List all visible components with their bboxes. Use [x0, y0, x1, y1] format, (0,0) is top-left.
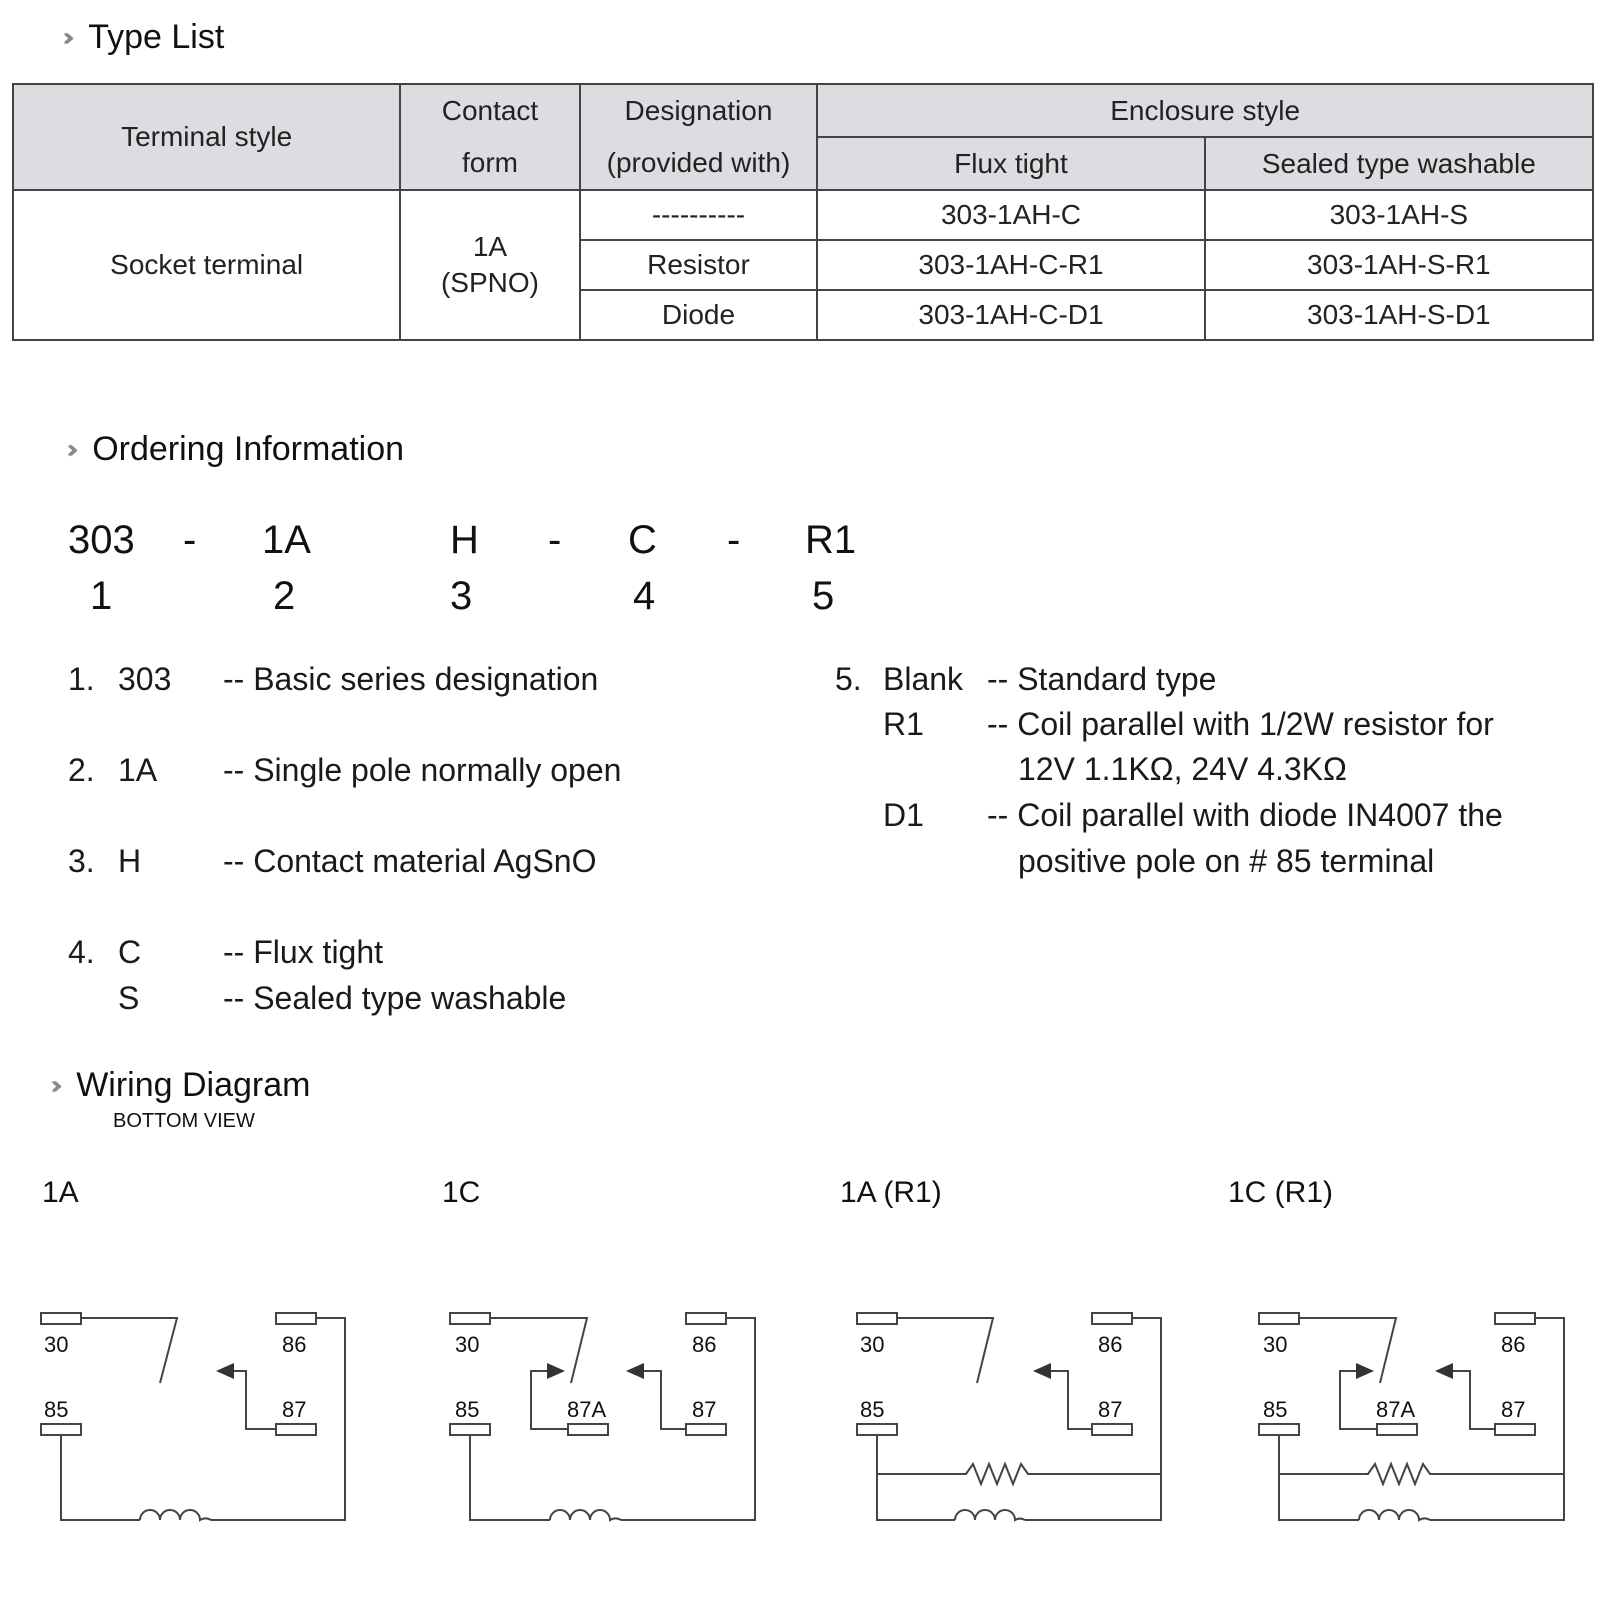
terminal-label: 30	[44, 1332, 69, 1357]
terminal-86	[276, 1313, 316, 1324]
terminal-label: 87A	[1376, 1397, 1416, 1422]
diagram-label: 1A (R1)	[840, 1176, 942, 1209]
wire-86	[621, 1318, 755, 1520]
terminal-label: 87	[1501, 1397, 1526, 1422]
wire-87	[1035, 1371, 1092, 1429]
code-number: 3	[450, 574, 473, 618]
header-flux-tight: Flux tight	[817, 137, 1204, 190]
terminal-87a	[1377, 1424, 1417, 1435]
terminal-87	[686, 1424, 726, 1435]
ordering-item-5: 5. Blank -- Standard type R1 -- Coil parallel with 1/2W resistor for 12V 1.1KΩ, 24V 4.3KΩ D1 -- Coil parallel with diode IN4007 the positive pole on # 85 terminal	[835, 661, 1503, 879]
terminal-87	[1092, 1424, 1132, 1435]
code-part: C	[628, 518, 657, 562]
terminal-85	[857, 1424, 897, 1435]
cell-terminal: Socket terminal	[13, 190, 400, 340]
terminal-86	[1092, 1313, 1132, 1324]
code-dash: -	[727, 518, 741, 562]
terminal-86	[1495, 1313, 1535, 1324]
terminal-label: 30	[1263, 1332, 1288, 1357]
terminal-85	[450, 1424, 490, 1435]
cell-sealed: 303-1AH-S	[1205, 190, 1593, 240]
terminal-label: 86	[282, 1332, 307, 1357]
terminal-label: 85	[44, 1397, 69, 1422]
code-number: 4	[633, 574, 656, 618]
diagram-label: 1C	[442, 1176, 481, 1209]
terminal-label: 85	[1263, 1397, 1288, 1422]
wire-85	[1279, 1435, 1359, 1520]
wire-87a	[1340, 1371, 1377, 1429]
wire-87	[1437, 1371, 1495, 1429]
terminal-87	[1495, 1424, 1535, 1435]
terminal-label: 30	[455, 1332, 480, 1357]
wiring-subtitle: BOTTOM VIEW	[113, 1110, 255, 1132]
terminal-label: 85	[860, 1397, 885, 1422]
terminal-85	[41, 1424, 81, 1435]
diagram-label: 1A	[42, 1176, 79, 1209]
cell-flux: 303-1AH-C	[817, 190, 1204, 240]
code-dash: -	[548, 518, 562, 562]
terminal-label: 30	[860, 1332, 885, 1357]
header-sealed: Sealed type washable	[1205, 137, 1593, 190]
cell-flux: 303-1AH-C-R1	[817, 240, 1204, 290]
type-list-title: Type List	[88, 18, 225, 56]
resistor	[877, 1464, 1161, 1484]
code-dash: -	[183, 518, 197, 562]
terminal-label: 86	[1098, 1332, 1123, 1357]
ordering-title: Ordering Information	[92, 430, 405, 468]
diagram-label: 1C (R1)	[1228, 1176, 1334, 1209]
terminal-86	[686, 1313, 726, 1324]
code-number: 2	[273, 574, 296, 618]
switch-contact	[81, 1318, 177, 1383]
cell-designation: ----------	[580, 190, 818, 240]
coil	[550, 1510, 621, 1520]
terminal-label: 85	[455, 1397, 480, 1422]
cell-designation: Resistor	[580, 240, 818, 290]
terminal-label: 86	[692, 1332, 717, 1357]
wire-85	[877, 1435, 955, 1520]
cell-sealed: 303-1AH-S-R1	[1205, 240, 1593, 290]
wire-86	[211, 1318, 345, 1520]
terminal-30	[1259, 1313, 1299, 1324]
switch-contact	[897, 1318, 993, 1383]
header-enclosure-style: Enclosure style	[817, 84, 1593, 137]
code-part: R1	[805, 518, 857, 562]
header-contact-form: Contact form	[400, 84, 579, 190]
code-part: H	[450, 518, 479, 562]
coil	[1359, 1510, 1430, 1520]
terminal-87	[276, 1424, 316, 1435]
switch-contact	[1299, 1318, 1396, 1383]
cell-contact-form: 1A (SPNO)	[400, 190, 579, 340]
code-part: 1A	[262, 518, 311, 562]
cell-flux: 303-1AH-C-D1	[817, 290, 1204, 340]
terminal-30	[857, 1313, 897, 1324]
header-terminal-style: Terminal style	[13, 84, 400, 190]
code-part: 303	[68, 518, 135, 562]
wire-87a	[531, 1371, 568, 1429]
terminal-30	[41, 1313, 81, 1324]
coil	[140, 1510, 211, 1520]
terminal-label: 87	[282, 1397, 307, 1422]
wire-86	[1025, 1318, 1161, 1520]
chevrons-icon: ›››	[50, 1070, 55, 1101]
terminal-label: 86	[1501, 1332, 1526, 1357]
terminal-85	[1259, 1424, 1299, 1435]
header-designation: Designation (provided with)	[580, 84, 818, 190]
wire-87	[628, 1371, 686, 1429]
chevrons-icon: ›››	[66, 434, 71, 465]
resistor	[1279, 1464, 1564, 1484]
wire-85	[61, 1435, 140, 1520]
terminal-30	[450, 1313, 490, 1324]
cell-sealed: 303-1AH-S-D1	[1205, 290, 1593, 340]
code-number: 1	[90, 574, 113, 618]
wiring-title: Wiring Diagram	[76, 1066, 311, 1104]
wire-86	[1430, 1318, 1564, 1520]
terminal-label: 87A	[567, 1397, 607, 1422]
chevrons-icon: ›››	[62, 22, 67, 53]
cell-designation: Diode	[580, 290, 818, 340]
terminal-label: 87	[692, 1397, 717, 1422]
wire-85	[470, 1435, 550, 1520]
code-number: 5	[812, 574, 835, 618]
coil	[955, 1510, 1025, 1520]
switch-contact	[490, 1318, 587, 1383]
terminal-87a	[568, 1424, 608, 1435]
terminal-label: 87	[1098, 1397, 1123, 1422]
wire-87	[218, 1371, 276, 1429]
